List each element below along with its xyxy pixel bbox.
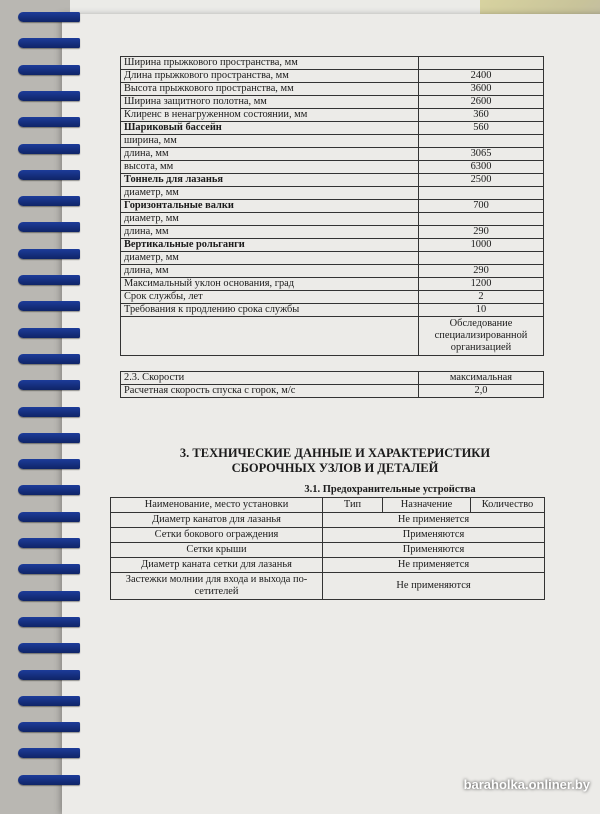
binding-ring — [18, 512, 80, 522]
spec-value — [419, 57, 544, 70]
binding-ring — [18, 170, 80, 180]
binding-ring — [18, 328, 80, 338]
spec-value: 6300 — [419, 161, 544, 174]
binding-ring — [18, 38, 80, 48]
spec-label: длина, мм — [121, 265, 419, 278]
binding-ring — [18, 144, 80, 154]
device-status: Не применяется — [323, 558, 545, 573]
device-name: Сетки крыши — [111, 543, 323, 558]
spec-value: 3065 — [419, 148, 544, 161]
table-row — [111, 543, 545, 558]
spec-value: 290 — [419, 265, 544, 278]
binding-ring — [18, 380, 80, 390]
binding-ring — [18, 564, 80, 574]
watermark: baraholka.onliner.by — [463, 777, 590, 792]
table-row — [121, 385, 544, 398]
table-row — [121, 187, 544, 200]
device-status: Не применяются — [323, 573, 545, 600]
spec-value — [419, 135, 544, 148]
column-header: Тип — [323, 498, 383, 513]
spiral-binding — [18, 0, 88, 800]
binding-ring — [18, 722, 80, 732]
table-row — [121, 304, 544, 317]
binding-ring — [18, 775, 80, 785]
spec-value: 360 — [419, 109, 544, 122]
spec-label: Тоннель для лазанья — [121, 174, 419, 187]
spec-label: длина, мм — [121, 148, 419, 161]
spec-label: высота, мм — [121, 161, 419, 174]
device-status: Применяются — [323, 543, 545, 558]
spec-label: длина, мм — [121, 226, 419, 239]
spec-value: Обследование специализированной организацией — [419, 317, 544, 356]
speed-value: 2,0 — [419, 385, 544, 398]
spec-value — [419, 252, 544, 265]
table-row — [121, 200, 544, 213]
spec-label: Высота прыжкового пространства, мм — [121, 83, 419, 96]
binding-ring — [18, 354, 80, 364]
spec-value: 700 — [419, 200, 544, 213]
binding-ring — [18, 617, 80, 627]
section-heading — [120, 446, 550, 476]
spec-label: Ширина прыжкового пространства, мм — [121, 57, 419, 70]
table-row — [121, 317, 544, 356]
table-row — [121, 148, 544, 161]
device-name: Диаметр канатов для лазанья — [111, 513, 323, 528]
spec-value — [419, 187, 544, 200]
binding-ring — [18, 696, 80, 706]
binding-ring — [18, 407, 80, 417]
binding-ring — [18, 485, 80, 495]
spec-label: диаметр, мм — [121, 213, 419, 226]
table-row — [111, 558, 545, 573]
spec-value: 3600 — [419, 83, 544, 96]
table-row — [121, 122, 544, 135]
spec-label: Требования к продлению срока службы — [121, 304, 419, 317]
speed-section-label: 2.3. Скорости — [121, 372, 419, 385]
table-row — [111, 573, 545, 600]
binding-ring — [18, 117, 80, 127]
device-status: Применяются — [323, 528, 545, 543]
table-row — [121, 161, 544, 174]
spec-label: Клиренс в ненагруженном состоянии, мм — [121, 109, 419, 122]
spec-label: Шариковый бассейн — [121, 122, 419, 135]
spec-label: диаметр, мм — [121, 252, 419, 265]
binding-ring — [18, 433, 80, 443]
subsection-heading: 3.1. Предохранительные устройства — [304, 484, 476, 495]
binding-ring — [18, 643, 80, 653]
binding-ring — [18, 275, 80, 285]
spec-label: Вертикальные рольганги — [121, 239, 419, 252]
spec-value: 2600 — [419, 96, 544, 109]
spec-label — [121, 317, 419, 356]
spec-value: 2 — [419, 291, 544, 304]
table-row — [121, 109, 544, 122]
table-row — [121, 291, 544, 304]
device-status: Не применяется — [323, 513, 545, 528]
binding-ring — [18, 591, 80, 601]
table-row — [121, 174, 544, 187]
speed-section-value: максимальная — [419, 372, 544, 385]
table-row — [121, 252, 544, 265]
section-heading-line1: 3. ТЕХНИЧЕСКИЕ ДАННЫЕ И ХАРАКТЕРИСТИКИ — [179, 446, 491, 460]
binding-ring — [18, 301, 80, 311]
spec-value: 10 — [419, 304, 544, 317]
binding-ring — [18, 91, 80, 101]
binding-ring — [18, 249, 80, 259]
table-row — [121, 57, 544, 70]
spec-label: Максимальный уклон основания, град — [121, 278, 419, 291]
table-row — [121, 265, 544, 278]
binding-ring — [18, 222, 80, 232]
column-header: Количество — [471, 498, 545, 513]
spec-label: диаметр, мм — [121, 187, 419, 200]
device-name: Диаметр каната сетки для лазанья — [111, 558, 323, 573]
device-name: Сетки бокового ограждения — [111, 528, 323, 543]
binding-ring — [18, 670, 80, 680]
binding-ring — [18, 196, 80, 206]
spec-value: 1000 — [419, 239, 544, 252]
binding-ring — [18, 748, 80, 758]
binding-ring — [18, 65, 80, 75]
spec-label: Горизонтальные валки — [121, 200, 419, 213]
safety-devices-table — [110, 497, 544, 600]
column-header: Назначение — [383, 498, 471, 513]
device-name: Застежки молнии для входа и выхода по-сетителей — [111, 573, 323, 600]
binding-ring — [18, 12, 80, 22]
specifications-table — [120, 56, 544, 356]
spec-value — [419, 213, 544, 226]
spec-label: Срок службы, лет — [121, 291, 419, 304]
speed-table — [120, 371, 544, 398]
table-row — [111, 528, 545, 543]
table-row — [121, 96, 544, 109]
table-row — [121, 278, 544, 291]
table-row — [121, 135, 544, 148]
section-heading-line2: СБОРОЧНЫХ УЗЛОВ И ДЕТАЛЕЙ — [231, 461, 439, 475]
table-row — [121, 239, 544, 252]
table-row — [121, 70, 544, 83]
table-row — [111, 513, 545, 528]
spec-label: Длина прыжкового пространства, мм — [121, 70, 419, 83]
speed-label: Расчетная скорость спуска с горок, м/с — [121, 385, 419, 398]
table-row — [121, 372, 544, 385]
spec-label: Ширина защитного полотна, мм — [121, 96, 419, 109]
binding-ring — [18, 459, 80, 469]
table-row — [121, 226, 544, 239]
table-header-row — [111, 498, 545, 513]
table-row — [121, 83, 544, 96]
spec-value: 2500 — [419, 174, 544, 187]
spec-value: 560 — [419, 122, 544, 135]
spec-label: ширина, мм — [121, 135, 419, 148]
table-row — [121, 213, 544, 226]
binding-ring — [18, 538, 80, 548]
spec-value: 2400 — [419, 70, 544, 83]
spec-value: 290 — [419, 226, 544, 239]
column-header: Наименование, место установки — [111, 498, 323, 513]
spec-value: 1200 — [419, 278, 544, 291]
